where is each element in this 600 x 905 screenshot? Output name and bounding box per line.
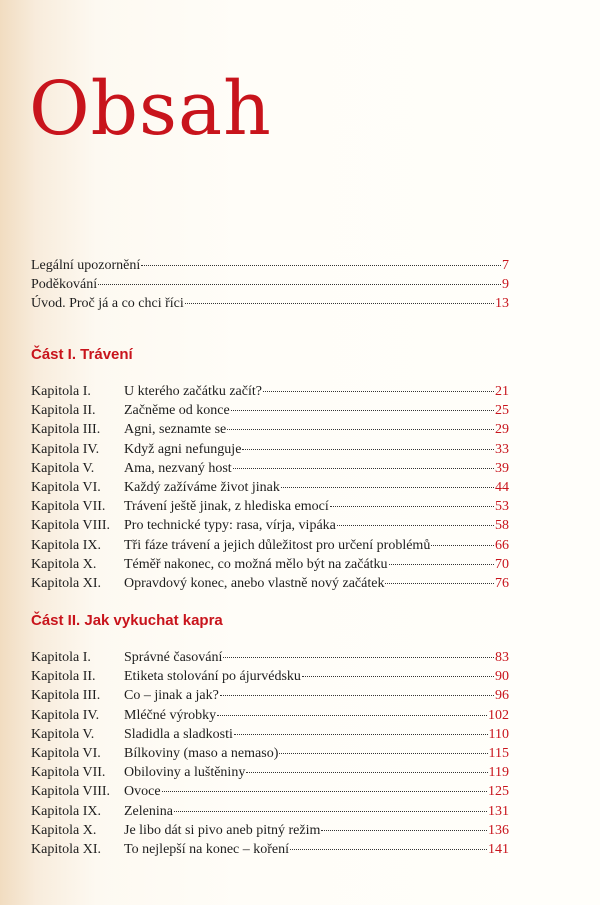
chapter-label: Kapitola IX. bbox=[31, 537, 101, 553]
entry-title: Úvod. Proč já a co chci říci bbox=[31, 296, 184, 312]
part-1-list bbox=[31, 382, 509, 593]
toc-entry bbox=[31, 821, 509, 840]
dot-leader bbox=[227, 429, 494, 430]
page-number: 90 bbox=[495, 669, 509, 685]
page-number: 44 bbox=[495, 479, 509, 495]
toc-entry bbox=[31, 256, 509, 275]
toc-entry bbox=[31, 667, 509, 686]
page-number: 53 bbox=[495, 499, 509, 515]
page-number: 29 bbox=[495, 422, 509, 438]
toc-entry bbox=[31, 725, 509, 744]
toc-entry bbox=[31, 782, 509, 801]
toc-entry bbox=[31, 648, 509, 667]
toc-entry bbox=[31, 459, 509, 478]
entry-title: Tři fáze trávení a jejich důležitost pro určení problémů bbox=[124, 537, 431, 553]
chapter-label: Kapitola X. bbox=[31, 822, 97, 838]
page-number: 7 bbox=[502, 258, 509, 273]
page-number: 21 bbox=[495, 384, 509, 399]
entry-title: Každý zažíváme život jinak bbox=[124, 479, 280, 495]
dot-leader bbox=[223, 657, 494, 658]
page-number: 136 bbox=[488, 822, 509, 838]
entry-title: To nejlepší na konec – koření bbox=[124, 841, 290, 857]
entry-title: U kterého začátku začít? bbox=[124, 384, 262, 399]
toc-entry bbox=[31, 478, 509, 497]
toc-entry bbox=[31, 294, 509, 313]
chapter-label: Kapitola IX. bbox=[31, 803, 101, 819]
chapter-label: Kapitola IV. bbox=[31, 441, 100, 457]
page-title: Obsah bbox=[29, 66, 272, 152]
toc-entry bbox=[31, 686, 509, 705]
entry-title: Agni, seznamte se bbox=[124, 422, 227, 438]
toc-entry bbox=[31, 574, 509, 593]
entry-title: Začněme od konce bbox=[124, 403, 230, 419]
page-number: 39 bbox=[495, 460, 509, 476]
page-number: 115 bbox=[488, 745, 509, 761]
dot-leader bbox=[233, 468, 494, 469]
toc-entry bbox=[31, 840, 509, 859]
dot-leader bbox=[234, 734, 488, 735]
dot-leader bbox=[431, 545, 494, 546]
dot-leader bbox=[174, 811, 487, 812]
entry-title: Ama, nezvaný host bbox=[124, 460, 232, 476]
toc-entry bbox=[31, 440, 509, 459]
dot-leader bbox=[263, 391, 494, 392]
page-number: 110 bbox=[488, 726, 509, 742]
dot-leader bbox=[242, 449, 494, 450]
page-number: 58 bbox=[495, 518, 509, 534]
chapter-label: Kapitola VII. bbox=[31, 765, 106, 781]
entry-title: Téměř nakonec, co možná mělo být na začátku bbox=[124, 556, 388, 572]
dot-leader bbox=[231, 410, 494, 411]
toc-entry bbox=[31, 555, 509, 574]
entry-title: Je libo dát si pivo aneb pitný režim bbox=[124, 822, 321, 838]
page-number: 102 bbox=[488, 707, 509, 723]
chapter-label: Kapitola V. bbox=[31, 460, 95, 476]
chapter-label: Kapitola II. bbox=[31, 403, 96, 419]
chapter-label: Kapitola VIII. bbox=[31, 518, 111, 534]
entry-title: Mléčné výrobky bbox=[124, 707, 217, 723]
page-number: 96 bbox=[495, 688, 509, 704]
entry-title: Zelenina bbox=[124, 803, 173, 819]
page-number: 66 bbox=[495, 537, 509, 553]
entry-title: Sladidla a sladkosti bbox=[124, 726, 233, 742]
page-number: 83 bbox=[495, 650, 509, 665]
chapter-label: Kapitola II. bbox=[31, 669, 96, 685]
dot-leader bbox=[337, 525, 494, 526]
chapter-label: Kapitola I. bbox=[31, 650, 91, 665]
dot-leader bbox=[321, 830, 487, 831]
page-number: 70 bbox=[495, 556, 509, 572]
dot-leader bbox=[281, 487, 494, 488]
dot-leader bbox=[185, 303, 494, 304]
dot-leader bbox=[162, 791, 487, 792]
toc-entry bbox=[31, 497, 509, 516]
toc-entry bbox=[31, 536, 509, 555]
chapter-label: Kapitola VII. bbox=[31, 499, 106, 515]
page-number: 76 bbox=[495, 575, 509, 591]
chapter-label: Kapitola III. bbox=[31, 688, 101, 704]
toc-entry bbox=[31, 763, 509, 782]
toc-entry bbox=[31, 401, 509, 420]
page-number: 131 bbox=[488, 803, 509, 819]
entry-title: Obiloviny a luštěniny bbox=[124, 765, 246, 781]
entry-title: Etiketa stolování po ájurvédsku bbox=[124, 669, 301, 685]
page-number: 33 bbox=[495, 441, 509, 457]
page-number: 25 bbox=[495, 403, 509, 419]
dot-leader bbox=[98, 284, 501, 285]
toc-entry bbox=[31, 744, 509, 763]
page-number: 13 bbox=[495, 296, 509, 312]
chapter-label: Kapitola V. bbox=[31, 726, 95, 742]
toc-entry bbox=[31, 275, 509, 294]
page-number: 125 bbox=[488, 784, 509, 800]
chapter-label: Kapitola X. bbox=[31, 556, 97, 572]
toc-entry bbox=[31, 706, 509, 725]
dot-leader bbox=[246, 772, 487, 773]
entry-title: Poděkování bbox=[31, 277, 98, 293]
entry-title: Pro technické typy: rasa, vírja, vipáka bbox=[124, 518, 336, 534]
toc-entry bbox=[31, 382, 509, 401]
dot-leader bbox=[141, 265, 501, 266]
page-number: 9 bbox=[502, 277, 509, 293]
dot-leader bbox=[290, 849, 487, 850]
dot-leader bbox=[389, 564, 494, 565]
toc-entry bbox=[31, 802, 509, 821]
dot-leader bbox=[385, 583, 494, 584]
entry-title: Opravdový konec, anebo vlastně nový začátek bbox=[124, 575, 385, 591]
toc-entry bbox=[31, 420, 509, 439]
part-1-heading: Část I. Trávení bbox=[31, 346, 133, 363]
dot-leader bbox=[220, 695, 494, 696]
part-2-heading: Část II. Jak vykuchat kapra bbox=[31, 612, 223, 629]
chapter-label: Kapitola IV. bbox=[31, 707, 100, 723]
entry-title: Když agni nefunguje bbox=[124, 441, 242, 457]
page-number: 141 bbox=[488, 841, 509, 857]
entry-title: Legální upozornění bbox=[31, 258, 141, 273]
part-2-list bbox=[31, 648, 509, 859]
entry-title: Správné časování bbox=[124, 650, 223, 665]
dot-leader bbox=[330, 506, 494, 507]
entry-title: Trávení ještě jinak, z hlediska emocí bbox=[124, 499, 329, 515]
toc-entry bbox=[31, 516, 509, 535]
chapter-label: Kapitola XI. bbox=[31, 841, 101, 857]
part-1-section bbox=[31, 346, 509, 593]
dot-leader bbox=[217, 715, 487, 716]
chapter-label: Kapitola III. bbox=[31, 422, 101, 438]
entry-title: Ovoce bbox=[124, 784, 161, 800]
chapter-label: Kapitola I. bbox=[31, 384, 91, 399]
chapter-label: Kapitola VI. bbox=[31, 479, 101, 495]
entry-title: Bílkoviny (maso a nemaso) bbox=[124, 745, 279, 761]
dot-leader bbox=[279, 753, 487, 754]
intro-section bbox=[31, 256, 509, 314]
part-2-section bbox=[31, 612, 509, 859]
chapter-label: Kapitola XI. bbox=[31, 575, 101, 591]
dot-leader bbox=[302, 676, 494, 677]
chapter-label: Kapitola VI. bbox=[31, 745, 101, 761]
entry-title: Co – jinak a jak? bbox=[124, 688, 219, 704]
chapter-label: Kapitola VIII. bbox=[31, 784, 111, 800]
page-number: 119 bbox=[488, 765, 509, 781]
